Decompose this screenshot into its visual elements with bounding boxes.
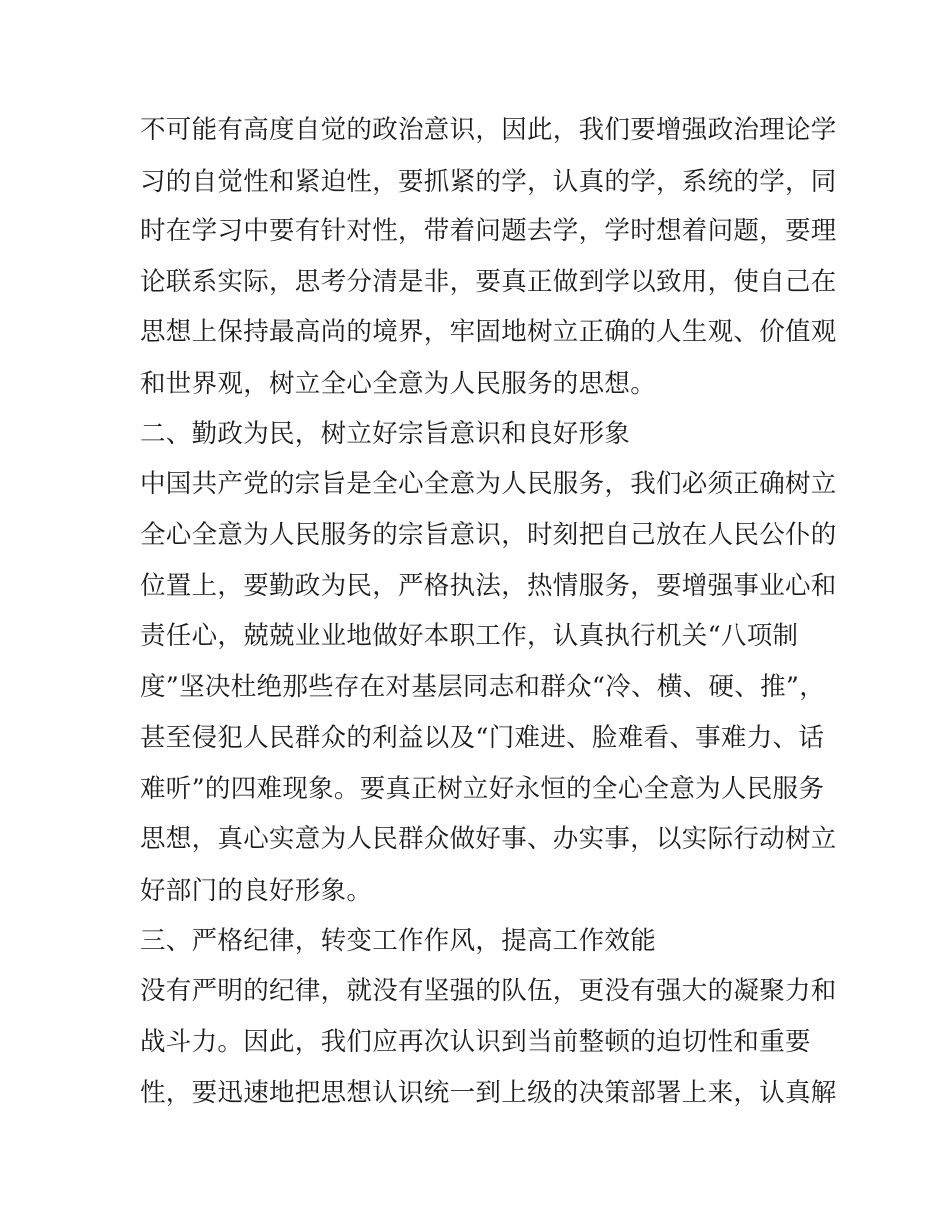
section-heading: 三、严格纪律，转变工作作风，提高工作效能	[140, 926, 657, 956]
body-text-line: 论联系实际，思考分清是非，要真正做到学以致用，使自己在	[140, 267, 837, 297]
body-text-line: 好部门的良好形象。	[140, 876, 373, 906]
body-text-line: 战斗力。因此，我们应再次认识到当前整顿的迫切性和重要	[140, 1027, 811, 1057]
body-text-line: 性，要迅速地把思想认识统一到上级的决策部署上来，认真解	[140, 1078, 837, 1108]
body-text-line: 甚至侵犯人民群众的利益以及“门难进、脸难看、事难力、话	[140, 723, 825, 753]
body-text-line: 中国共产党的宗旨是全心全意为人民服务，我们必须正确树立	[140, 469, 837, 499]
body-text-line: 思想，真心实意为人民群众做好事、办实事，以实际行动树立	[140, 824, 837, 854]
body-text-line: 位置上，要勤政为民，严格执法，热情服务，要增强事业心和	[140, 571, 837, 601]
body-text-line: 不可能有高度自觉的政治意识，因此，我们要增强政治理论学	[140, 115, 837, 145]
body-text-line: 全心全意为人民服务的宗旨意识，时刻把自己放在人民公仆的	[140, 520, 837, 550]
body-text-line: 责任心，兢兢业业地做好本职工作，认真执行机关“八项制	[140, 621, 799, 651]
body-text-line: 和世界观，树立全心全意为人民服务的思想。	[140, 369, 657, 399]
body-text-line: 没有严明的纪律，就没有坚强的队伍，更没有强大的凝聚力和	[140, 976, 837, 1006]
body-text-line: 度”坚决杜绝那些存在对基层同志和群众“冷、横、硬、推”，	[140, 672, 826, 702]
section-heading: 二、勤政为民，树立好宗旨意识和良好形象	[140, 419, 631, 449]
body-text-line: 难听”的四难现象。要真正树立好永恒的全心全意为人民服务	[140, 774, 825, 804]
body-text-line: 时在学习中要有针对性，带着问题去学，学时想着问题，要理	[140, 216, 837, 246]
body-text-line: 思想上保持最高尚的境界，牢固地树立正确的人生观、价值观	[140, 317, 837, 347]
body-text-line: 习的自觉性和紧迫性，要抓紧的学，认真的学，系统的学，同	[140, 167, 837, 197]
